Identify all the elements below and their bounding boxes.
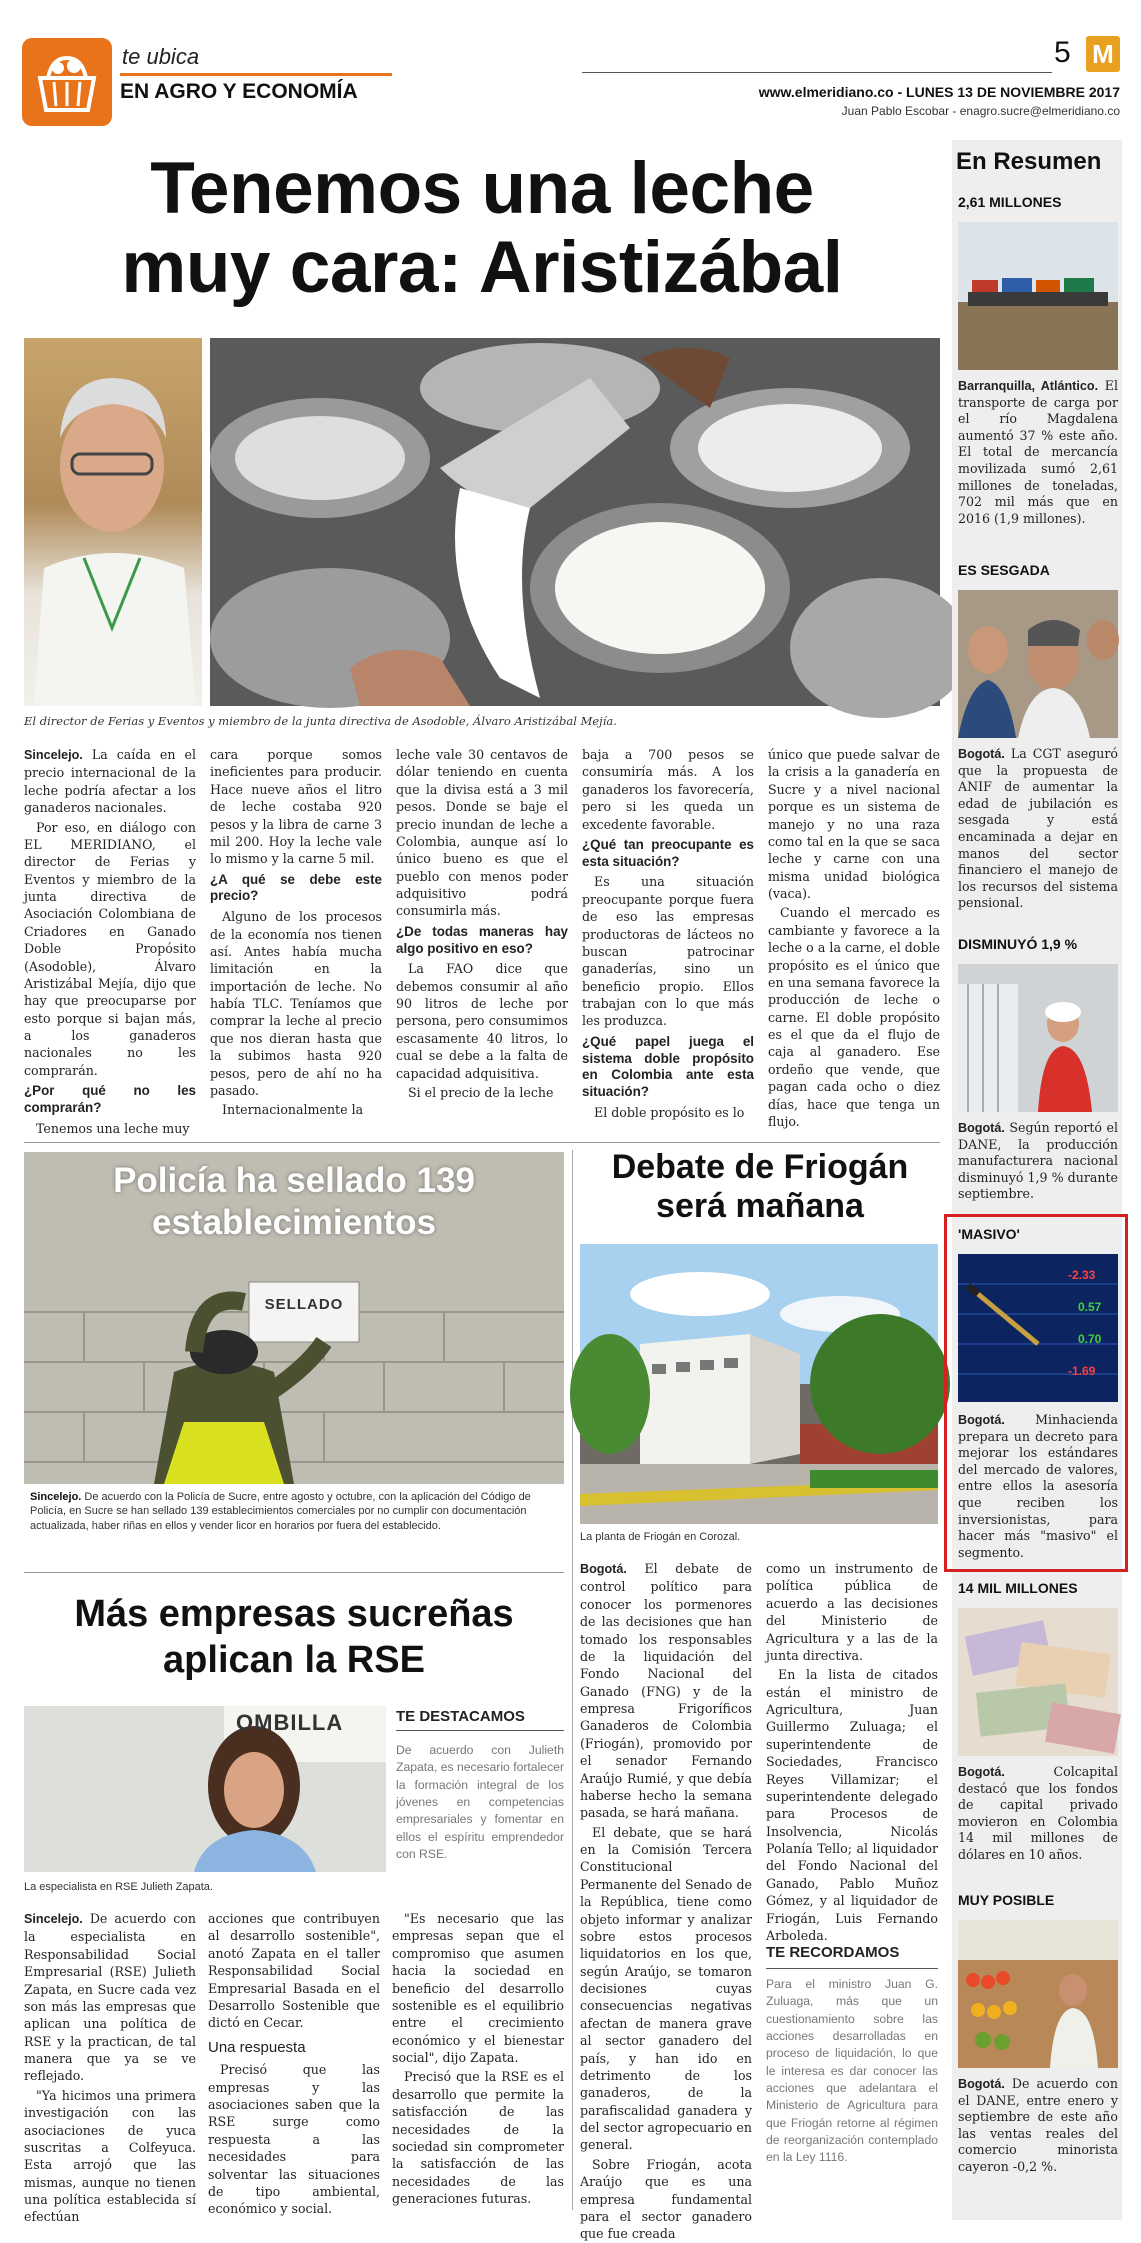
- sidebar-item-text: [958, 1412, 1118, 1561]
- page-number: 5: [1054, 36, 1071, 69]
- friogan-col-2: [766, 1560, 938, 1943]
- sidebar-item-heading: 'MASIVO': [958, 1226, 1020, 1242]
- section-divider: [24, 1142, 940, 1143]
- friogan-headline-line1: Debate de Friogán: [611, 1148, 909, 1186]
- header-rule: [582, 72, 1052, 73]
- friogan-caption: La planta de Friogán en Corozal.: [580, 1531, 741, 1543]
- brief-text: De acuerdo con el DANE, entre enero y septiembre de este año las ventas reales del comercio minorista cayeron -0,2 %.: [958, 2076, 1118, 2175]
- paragraph: El doble propósito es lo: [594, 1104, 745, 1120]
- dateline-lead: Sincelejo.: [24, 1912, 83, 1926]
- paragraph: acciones que contribuyen al desarrollo sostenible", anotó Zapata en el taller Responsabilidad Social Empresarial Basada en el Desarrollo Sostenible que dictó en Cecar.: [208, 1911, 380, 2031]
- brief-text: Según reportó el DANE, la producción manufacturera nacional disminuyó 1,9 % durante septiembre.: [958, 1120, 1118, 1202]
- dateline-lead: Bogotá.: [958, 1765, 1005, 1779]
- dateline-lead: Bogotá.: [958, 2077, 1005, 2091]
- destacamos-text: De acuerdo con Julieth Zapata, es necesario fortalecer la formación integral de los jóvenes en competencias empresariales y fomentar en ellos el espíritu emprendedor con RSE.: [396, 1743, 565, 1861]
- section-divider: [24, 1572, 564, 1573]
- sidebar-item-text: [958, 2076, 1118, 2176]
- rse-sign-text: OMBILLA: [236, 1710, 344, 1735]
- paragraph: leche vale 30 centavos de dólar teniendo en cuenta que la divisa está a 3 mil pesos. Donde se baje el precio inundan de leche a Colombia, aunque así lo único bueno es que el pueblo con menos poder adquisitivo podrá consumirla más.: [396, 747, 568, 919]
- rse-caption: La especialista en RSE Julieth Zapata.: [24, 1881, 213, 1893]
- section-logo-icon: [22, 38, 112, 126]
- police-caption: [30, 1490, 560, 1533]
- subheading: Una respuesta: [208, 2038, 306, 2056]
- recordamos-text: Para el ministro Juan G. Zuluaga, más que un cuestionamiento sobre las acciones desarrolladas en proceso de liquidación, lo que le interesa es dar conocer las acciones que adelantara el Ministerio de Agricultura para que Friogán retorne al régimen de reorganización contemplado en la Ley 1116.: [766, 1977, 938, 2165]
- paragraph: Si el precio de la leche: [408, 1084, 554, 1100]
- dateline-lead: Sincelejo.: [30, 1491, 82, 1503]
- section-title: EN AGRO Y ECONOMÍA: [120, 80, 358, 103]
- ticker-value: -1.69: [1068, 1364, 1096, 1378]
- question: ¿A qué se debe este precio?: [210, 871, 382, 904]
- police-headline: Policía ha sellado 139 establecimientos: [113, 1161, 475, 1242]
- paragraph: El debate de control político para conocer los pormenores de las decisiones que han tomado los responsables de la liquidación del Fondo Nacional del Ganado (FNG) y de la empresa Frigoríficos Ganaderos de Colombia (Friogán), promovido por el senador Fernando Araújo Rumié, y que debía haberse hecho la semana pasada, se hará mañana.: [580, 1561, 752, 1821]
- section-rule: [120, 73, 392, 76]
- protest-photo: [958, 590, 1118, 738]
- question: ¿Qué papel juega el sistema doble propósito en Colombia ante esta situación?: [582, 1033, 754, 1099]
- sidebar-item-heading: DISMINUYÓ 1,9 %: [958, 936, 1078, 952]
- destacamos-title: TE DESTACAMOS: [396, 1708, 525, 1725]
- friogan-col-1: [580, 1560, 752, 2242]
- sidebar-item-heading: MUY POSIBLE: [958, 1892, 1055, 1908]
- sidebar-item-text: [958, 1120, 1118, 1203]
- question: ¿Qué tan preocupante es esta situación?: [582, 836, 754, 869]
- retail-market-photo: [958, 1920, 1118, 2068]
- rse-col-1: [24, 1910, 196, 2225]
- brief-text: La CGT aseguró que la propuesta de ANIF de aumentar la edad de jubilación es sesgada y está encaminada a dejar en manos del sector financiero el manejo de los recursos del sistema pensional.: [958, 746, 1118, 911]
- dateline-lead: Bogotá.: [958, 1121, 1005, 1135]
- recordamos-title: TE RECORDAMOS: [766, 1944, 900, 1961]
- main-story-col-1: [24, 746, 196, 1138]
- sidebar-item-heading: 14 MIL MILLONES: [958, 1580, 1078, 1596]
- sidebar-item-heading: ES SESGADA: [958, 562, 1050, 578]
- paragraph: Internacionalmente la: [222, 1102, 364, 1118]
- rse-col-3: [392, 1910, 564, 2210]
- dateline-lead: Bogotá.: [958, 1413, 1005, 1427]
- brief-text: Minhacienda prepara un decreto para mejorar los estándares del mercado de valores, entre ellos la asesoría que reciben los inversionistas, para hacer más "masivo" el segmento.: [958, 1412, 1118, 1560]
- caption-text: De acuerdo con la Policía de Sucre, entre agosto y octubre, con la aplicación del Código de Policía, en Sucre se han sellado 139 establecimientos comerciales por no cumplir con documentación actualizada, haber riñas en ellos y vender licor en horarios por fuera del establecido.: [30, 1491, 531, 1532]
- paragraph: En la lista de citados están el ministro de Agricultura, Juan Guillermo Zuluaga; el superintendente de Sociedades, Francisco Reyes Villamizar; el superintendente delegado para Procesos de Insolvencia, Nicolás Polanía Tello; al liquidador del Fondo Nacional del Ganado, Pablo Muñoz Gómez, y al liquidador de Friogán, Luis Fernando Arboleda.: [766, 1667, 938, 1943]
- paragraph: "Ya hicimos una primera investigación con las asociaciones de yuca suscritas a Colfeyuca. Esta arrojó que las mismas, aunque no tienen una política establecida sí efectúan: [24, 2087, 196, 2225]
- sidebar-item-text: [958, 378, 1118, 527]
- main-story-col-3: [396, 746, 568, 1138]
- paragraph: como un instrumento de política pública de acuerdo a las decisiones del Ministerio de Agricultura y a las de la junta directiva.: [766, 1561, 938, 1663]
- ticker-value: -2.33: [1068, 1268, 1096, 1282]
- friogan-headline: [580, 1148, 940, 1226]
- paragraph: Alguno de los procesos de la economía nos tienen así. Antes había mucha limitación en la importación de leche. No había TLC. Teníamos que comprar la leche al precio que nos dieran hasta que la subimos hasta 920 pesos, pero de ahí no ha pasado.: [210, 909, 382, 1098]
- destacamos-rule: [396, 1730, 564, 1731]
- sidebar-title: En Resumen: [956, 148, 1102, 175]
- rse-headline: [24, 1592, 564, 1683]
- dateline-lead: Bogotá.: [958, 747, 1005, 761]
- paragraph: único que puede salvar de la crisis a la ganadería en Sucre y a nivel nacional porque es un sistema de manejo y no una raza como tal en la que se saca leche y carne con una misma unidad biológica (vaca).: [768, 747, 940, 901]
- dateline-lead: Barranquilla, Atlántico.: [958, 379, 1099, 393]
- byline: Juan Pablo Escobar - enagro.sucre@elmeridiano.co: [841, 104, 1120, 118]
- main-headline: [22, 150, 942, 308]
- police-sign-text: SELLADO: [264, 1296, 344, 1313]
- question: ¿De todas maneras hay algo positivo en eso?: [396, 923, 568, 956]
- milk-cans-photo: [210, 338, 940, 706]
- paragraph: De acuerdo con la especialista en Responsabilidad Social Empresarial (RSE) Julieth Zapata, en Sucre cada vez son más las empresas que aplican una política de RSE y la practican, de tal manera que ya se ve reflejado.: [24, 1911, 196, 2084]
- paragraph: El debate, que se hará en la Comisión Tercera Constitucional Permanente del Senado de la República, tiene como objeto informar y analizar sobre estos procesos liquidatorios en los que, según Araújo, se tomaron decisiones cuyas consecuencias negativas afectan de manera grave al sector ganadero del país, y han ido en detrimento de los ganaderos, de la parafiscalidad ganadera y del sector agropecuario en general.: [580, 1824, 752, 2153]
- sidebar-item-heading: 2,61 MILLONES: [958, 194, 1062, 210]
- paragraph: "Es necesario que las empresas sepan que el compromiso que asumen hacia la sociedad en beneficio del desarrollo sostenible es el equilibrio entre el crecimiento económico y el bienestar social", dijo Zapata.: [392, 1911, 564, 2065]
- rse-headline-line1: Más empresas sucreñas: [74, 1593, 514, 1635]
- ticker-value: 0.57: [1078, 1300, 1102, 1314]
- sidebar-item-text: [958, 1764, 1118, 1864]
- paragraph: La FAO dice que debemos consumir al año 90 litros de leche por persona, pero consumimos escasamente 40 litros, lo cual se debe a la falta de capacidad adquisitiva.: [396, 961, 568, 1081]
- sidebar-item-text: [958, 746, 1118, 912]
- column-divider: [572, 1150, 573, 2210]
- paragraph: Cuando el mercado es cambiante y favorece a la leche o a la carne, el doble propósito es el único que en una semana favorece la producción de leche o carne. El doble propósito es el que da el flujo de caja al ganadero. Ese ordeño que vende, que pagan cada ocho o diez días, hace que tenga un flujo.: [768, 905, 940, 1129]
- main-photo-caption: El director de Ferias y Eventos y miembro de la junta directiva de Asodoble, Álvaro Aristizábal Mejía.: [24, 714, 617, 728]
- paragraph: Precisó que la RSE es el desarrollo que permite la satisfacción de las necesidades de la sociedad sin comprometer la satisfacción de las necesidades de las generaciones futuras.: [392, 2069, 564, 2206]
- rse-headline-line2: aplican la RSE: [163, 1638, 425, 1681]
- river-barge-photo: [958, 222, 1118, 370]
- main-headline-line2: muy cara: Aristizábal: [121, 226, 843, 308]
- paragraph: Es una situación preocupante porque fuera de eso las empresas productoras de lácteos no buscan patrocinar ganaderías, sino un beneficio propio. Ellos trabajan con lo que más les produzca.: [582, 874, 754, 1029]
- factory-worker-photo: [958, 964, 1118, 1112]
- section-small-label: te ubica: [122, 44, 200, 69]
- paragraph: cara porque somos ineficientes para producir. Hace nueve años el litro de leche costaba 920 pesos y la libra de carne 3 mil 200. Hoy la leche vale lo mismo y la carne 5 mil.: [210, 747, 382, 867]
- dateline: www.elmeridiano.co - LUNES 13 DE NOVIEMBRE 2017: [758, 84, 1120, 100]
- ticker-value: 0.70: [1078, 1332, 1102, 1346]
- paragraph: Tenemos una leche muy: [36, 1120, 190, 1136]
- friogan-headline-line2: será mañana: [656, 1187, 864, 1226]
- recordamos-rule: [766, 1968, 938, 1969]
- brief-text: Colcapital destacó que los fondos de capital privado movieron en Colombia 14 mil millones de dólares en 10 años.: [958, 1764, 1118, 1863]
- dateline-lead: Bogotá.: [580, 1562, 627, 1576]
- banknotes-photo: [958, 1608, 1118, 1756]
- question: ¿Por qué no les comprarán?: [24, 1083, 196, 1115]
- brief-text: El transporte de carga por el río Magdalena aumentó 37 % este año. El total de mercancía movilizada sumó 2,61 millones de toneladas, 702 mil más que en 2016 (1,9 millones).: [958, 378, 1118, 526]
- friogan-building-photo: [580, 1244, 938, 1524]
- paragraph: Precisó que las empresas y las asociaciones saben que la RSE surge como respuesta a las necesidades para solventar las situaciones de tipo ambiental, económico y social.: [208, 2062, 380, 2217]
- meridiano-logo: M: [1086, 36, 1120, 72]
- paragraph: La caída en el precio internacional de la leche podría afectar a los ganaderos nacionales.: [24, 747, 196, 816]
- main-story-col-2: [210, 746, 382, 1138]
- paragraph: baja a 700 pesos se consumiría más. A los ganaderos los favorecería, pero si les queda un excedente favorable.: [582, 747, 754, 832]
- main-story-col-5: [768, 746, 940, 1138]
- dateline-lead: Sincelejo.: [24, 748, 83, 762]
- paragraph: Sobre Friogán, acota Araújo que es una empresa fundamental para el sector ganadero que fue creada: [580, 2156, 752, 2242]
- main-story-col-4: [582, 746, 754, 1138]
- rse-col-2: [208, 1910, 380, 2217]
- paragraph: Por eso, en diálogo con EL MERIDIANO, el director de Ferias y Eventos y miembro de la junta directiva de Asociación Colombiana de Criadores en Ganado Doble Propósito (Asodoble), Álvaro Aristizábal Mejía, dijo que hay que preocuparse por esto porque si bajan más, a los ganaderos nacionales no les comprarán.: [24, 819, 196, 1078]
- main-headline-line1: Tenemos una leche: [150, 148, 814, 229]
- portrait-photo: [24, 338, 202, 706]
